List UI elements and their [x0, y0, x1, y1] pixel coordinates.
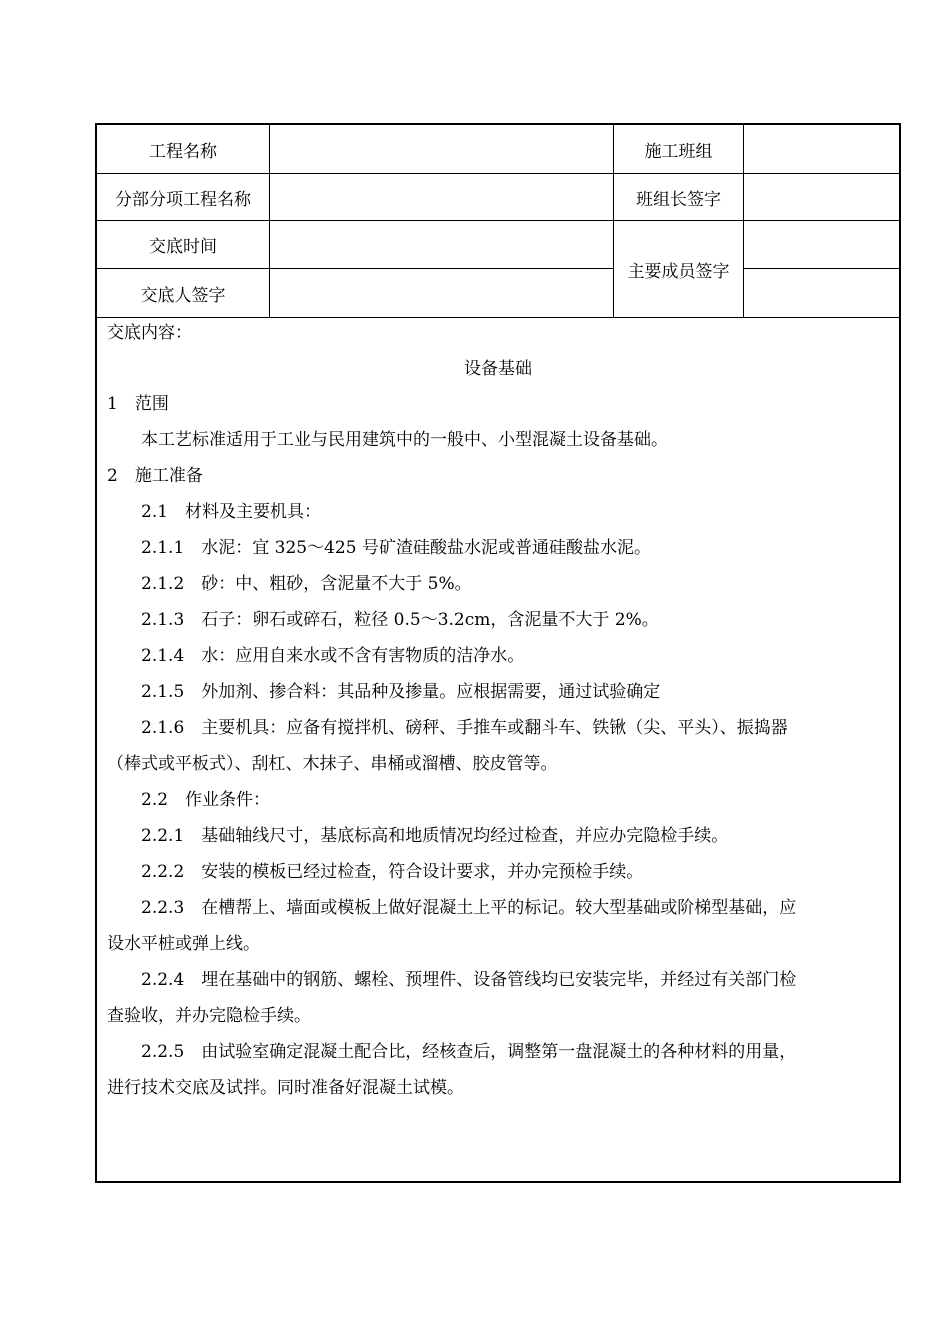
content-label: 交底内容： — [107, 323, 192, 343]
disclosure-form — [95, 123, 901, 1183]
time-label: 交底时间 — [149, 237, 217, 257]
subsection-heading: 2.2 作业条件： — [141, 790, 271, 810]
list-item: 2.2.4 埋在基础中的钢筋、螺栓、预埋件、设备管线均已安装完毕，并经过有关部门检 — [141, 970, 797, 990]
list-item: 2.1.1 水泥：宜 325～425 号矿渣硅酸盐水泥或普通硅酸盐水泥。 — [141, 538, 651, 558]
issuer-sign-label: 交底人签字 — [140, 285, 226, 306]
paragraph: 本工艺标准适用于工业与民用建筑中的一般中、小型混凝土设备基础。 — [141, 430, 668, 450]
section-heading: 2 施工准备 — [107, 466, 203, 486]
list-item: 2.1.4 水：应用自来水或不含有害物质的洁净水。 — [141, 646, 525, 666]
leader-sign-field[interactable] — [744, 174, 901, 220]
members-sign-field-2[interactable] — [744, 269, 901, 317]
section-heading: 1 范围 — [107, 394, 169, 414]
team-field[interactable] — [744, 125, 901, 173]
time-field[interactable] — [270, 221, 613, 268]
project-name-field[interactable] — [270, 125, 613, 173]
members-sign-field-1[interactable] — [744, 221, 901, 268]
list-item: 2.1.6 主要机具：应备有搅拌机、磅秤、手推车或翻斗车、铁锹（尖、平头）、振捣器 — [141, 718, 788, 738]
content-area — [97, 318, 899, 1181]
list-item-continuation: （棒式或平板式）、刮杠、木抹子、串桶或溜槽、胶皮管等。 — [107, 754, 558, 774]
subsection-heading: 2.1 材料及主要机具： — [141, 502, 322, 522]
leader-sign-label: 班组长签字 — [636, 189, 721, 210]
project-name-label: 工程名称 — [149, 141, 217, 162]
issuer-sign-field[interactable] — [270, 269, 613, 317]
list-item: 2.1.2 砂：中、粗砂，含泥量不大于 5%。 — [141, 574, 472, 594]
subproject-label: 分部分项工程名称 — [115, 189, 251, 210]
list-item-continuation: 查验收，并办完隐检手续。 — [107, 1006, 311, 1026]
list-item-continuation: 设水平桩或弹上线。 — [107, 934, 260, 954]
list-item: 2.2.2 安装的模板已经过检查，符合设计要求，并办完预检手续。 — [141, 862, 644, 882]
team-label: 施工班组 — [644, 141, 713, 162]
list-item: 2.1.3 石子：卵石或碎石，粒径 0.5～3.2cm，含泥量不大于 2%。 — [141, 610, 659, 630]
list-item: 2.2.5 由试验室确定混凝土配合比，经核查后，调整第一盘混凝土的各种材料的用量， — [141, 1042, 797, 1062]
list-item: 2.2.1 基础轴线尺寸，基底标高和地质情况均经过检查，并应办完隐检手续。 — [141, 826, 729, 846]
subproject-field[interactable] — [270, 174, 613, 220]
members-sign-label: 主要成员签字 — [627, 261, 730, 282]
list-item: 2.2.3 在槽帮上、墙面或模板上做好混凝土上平的标记。较大型基础或阶梯型基础，应 — [141, 898, 797, 918]
content-title: 设备基础 — [464, 359, 532, 379]
list-item: 2.1.5 外加剂、掺合料：其品种及掺量。应根据需要，通过试验确定 — [141, 682, 661, 702]
list-item-continuation: 进行技术交底及试拌。同时准备好混凝土试模。 — [107, 1078, 464, 1098]
